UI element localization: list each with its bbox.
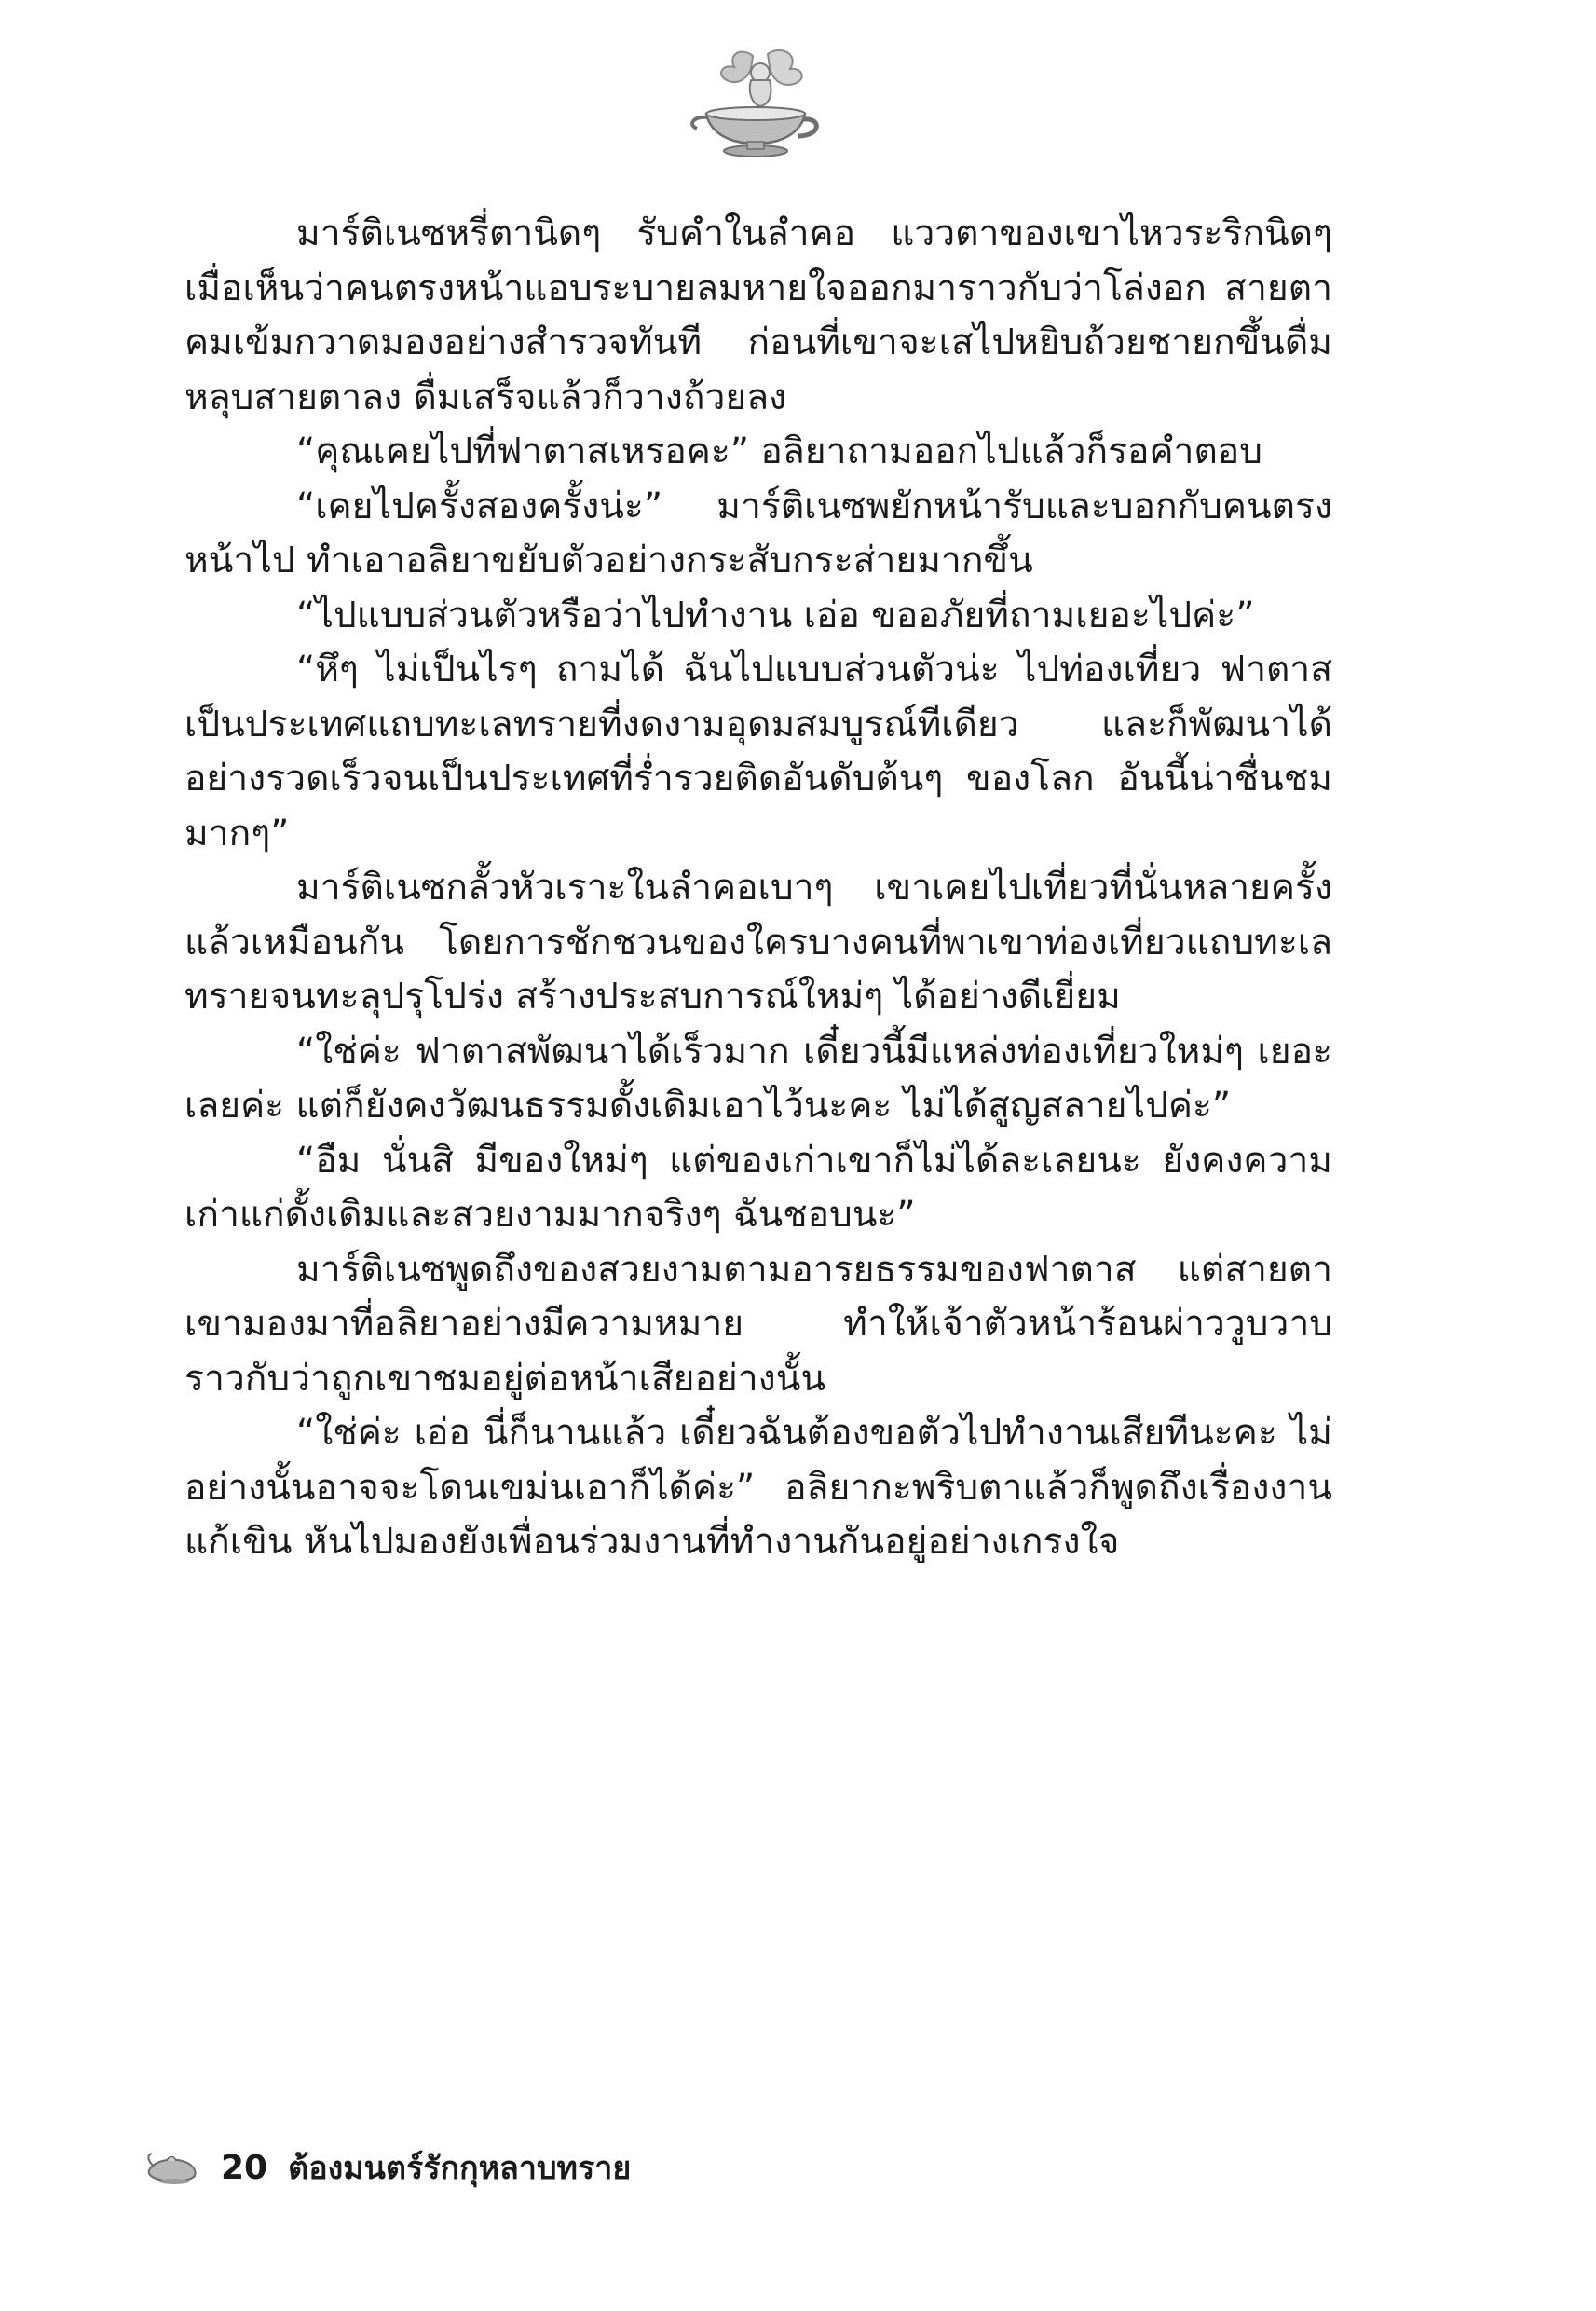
- paragraph: “ไปแบบส่วนตัวหรือว่าไปทำงาน เอ่อ ขออภัยที่ถามเยอะไปค่ะ”: [296, 594, 1255, 636]
- paragraph: “คุณเคยไปที่ฟาตาสเหรอคะ” อลิยาถามออกไปแล้วก็รอคำตอบ: [296, 431, 1262, 472]
- paragraph: “หึๆ ไม่เป็นไรๆ ถามได้ ฉันไปแบบส่วนตัวน่ะ ไปท่องเที่ยว ฟาตาสเป็นประเทศแถบทะเลทรายที่งดงามอุดมสมบูรณ์ทีเดียว และก็พัฒนาได้อย่างรวดเร็วจนเป็นประเทศที่ร่ำรวยติดอันดับต้นๆ ของโลก อันนี้น่าชื่นชมมากๆ”: [184, 649, 1332, 855]
- genie-lamp-icon: [144, 2148, 200, 2187]
- cherub-teacup-icon: [686, 47, 825, 163]
- paragraph: มาร์ติเนซหรี่ตานิดๆ รับคำในลำคอ แววตาของเขาไหวระริกนิดๆ เมื่อเห็นว่าคนตรงหน้าแอบระบายลมหายใจออกมาราวกับว่าโล่งอก สายตาคมเข้มกวาดมองอย่างสำรวจทันที ก่อนที่เขาจะเสไปหยิบถ้วยชายกขึ้นดื่ม หลุบสายตาลง ดื่มเสร็จแล้วก็วางถ้วยลง: [184, 212, 1332, 418]
- paragraph: มาร์ติเนซพูดถึงของสวยงามตามอารยธรรมของฟาตาส แต่สายตาเขามองมาที่อลิยาอย่างมีความหมาย ทำให้เจ้าตัวหน้าร้อนผ่าววูบวาบราวกับว่าถูกเขาชมอยู่ต่อหน้าเสียอย่างนั้น: [184, 1248, 1332, 1400]
- page-number: 20: [221, 2148, 268, 2187]
- story-text: [184, 207, 1332, 1570]
- book-title: ต้องมนตร์รักกุหลาบทราย: [288, 2150, 632, 2187]
- paragraph: “ใช่ค่ะ ฟาตาสพัฒนาได้เร็วมาก เดี๋ยวนี้มีแหล่งท่องเที่ยวใหม่ๆ เยอะเลยค่ะ แต่ก็ยังคงวัฒนธรรมดั้งเดิมเอาไว้นะคะ ไม่ได้สูญสลายไปค่ะ”: [184, 1030, 1332, 1127]
- paragraph: “ใช่ค่ะ เอ่อ นี่ก็นานแล้ว เดี๋ยวฉันต้องขอตัวไปทำงานเสียทีนะคะ ไม่อย่างนั้นอาจจะโดนเขม่นเอาก็ได้ค่ะ” อลิยากะพริบตาแล้วก็พูดถึงเรื่องงานแก้เขิน หันไปมองยังเพื่อนร่วมงานที่ทำงานกันอยู่อย่างเกรงใจ: [184, 1412, 1332, 1563]
- page-footer: [144, 2141, 631, 2194]
- paragraph: มาร์ติเนซกลั้วหัวเราะในลำคอเบาๆ เขาเคยไปเที่ยวที่นั่นหลายครั้งแล้วเหมือนกัน โดยการชักชวนของใครบางคนที่พาเขาท่องเที่ยวแถบทะเลทรายจนทะลุปรุโปร่ง สร้างประสบการณ์ใหม่ๆ ได้อย่างดีเยี่ยม: [184, 867, 1332, 1018]
- paragraph: “อืม นั่นสิ มีของใหม่ๆ แต่ของเก่าเขาก็ไม่ได้ละเลยนะ ยังคงความเก่าแก่ดั้งเดิมและสวยงามมากจริงๆ ฉันชอบนะ”: [184, 1139, 1332, 1236]
- paragraph: “เคยไปครั้งสองครั้งน่ะ” มาร์ติเนซพยักหน้ารับและบอกกับคนตรงหน้าไป ทำเอาอลิยาขยับตัวอย่างกระสับกระส่ายมากขึ้น: [184, 485, 1332, 581]
